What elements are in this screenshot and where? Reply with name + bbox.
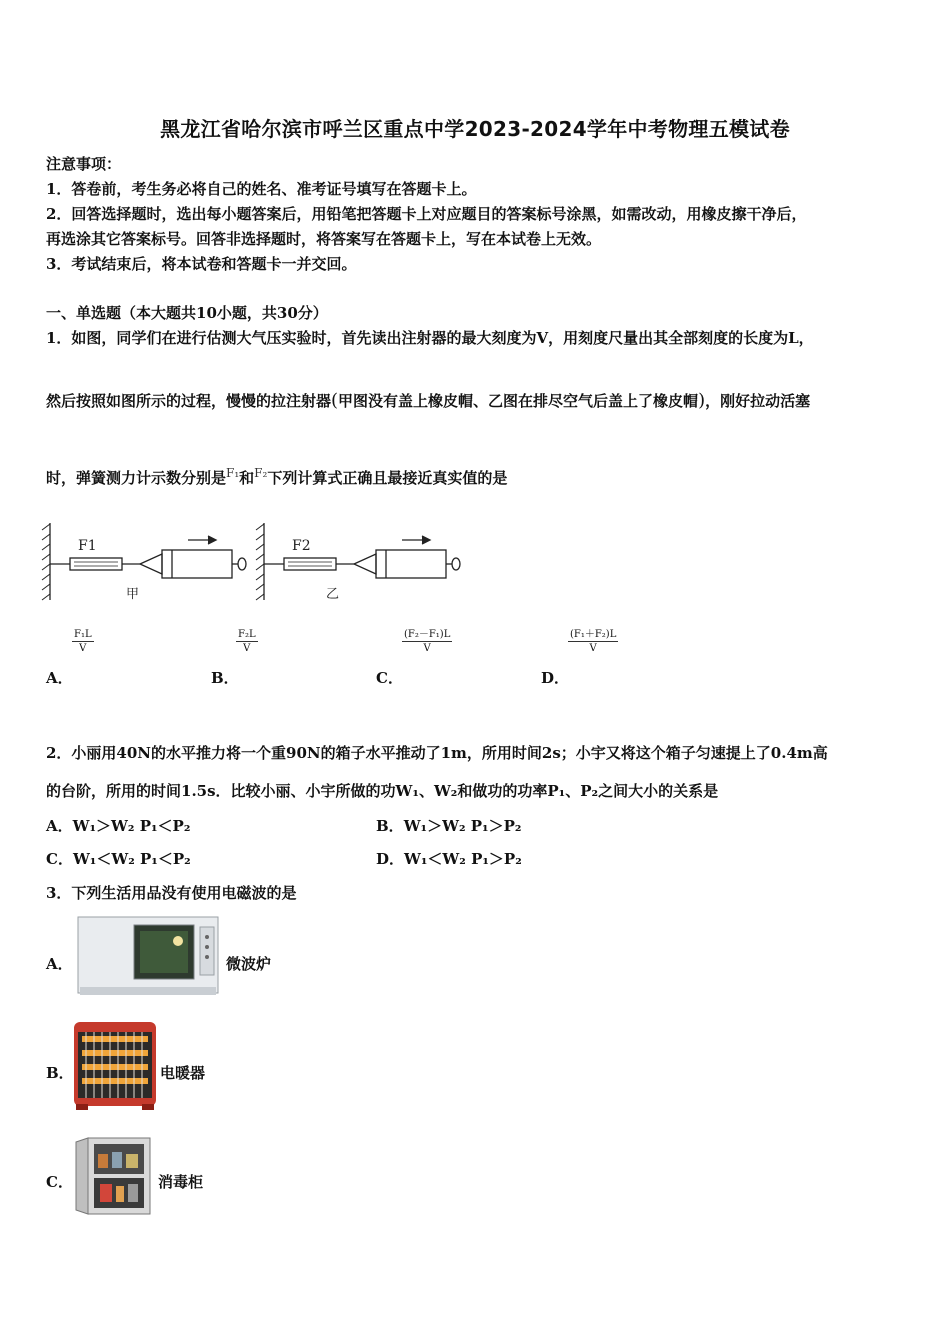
page-title: 黑龙江省哈尔滨市呼兰区重点中学2023-2024学年中考物理五模试卷	[160, 117, 790, 141]
option-letter: A．	[46, 817, 73, 835]
denominator: V	[589, 643, 597, 654]
q1-line2b: 甲图没有盖上橡皮帽、乙图在排尽空气后盖上了橡皮帽	[338, 392, 699, 410]
numerator: (F₁＋F₂)L	[570, 629, 617, 640]
q1-option-d[interactable]: D．	[541, 669, 570, 687]
f1-figure-label: F1	[78, 538, 97, 554]
q3-stem: 3．下列生活用品没有使用电磁波的是	[46, 884, 297, 902]
denominator: V	[79, 643, 87, 654]
denominator: V	[423, 643, 431, 654]
q1-stem-line3	[46, 466, 507, 488]
q2-option-d[interactable]	[376, 848, 522, 869]
q1-stem-line1: 1．如图，同学们在进行估测大气压实验时，首先读出注射器的最大刻度为V，用刻度尺量出其全部刻度的长度为L，	[46, 329, 814, 347]
numerator: F₂L	[238, 629, 256, 640]
notice-item: 1．答卷前，考生务必将自己的姓名、准考证号填写在答题卡上。	[46, 180, 477, 198]
q1-line2c: ，刚好拉动活塞	[705, 392, 811, 410]
q1-option-d-formula	[568, 628, 618, 655]
heater-caption: 电暖器	[160, 1064, 206, 1082]
numerator: (F₂－F₁)L	[404, 629, 451, 640]
microwave-caption: 微波炉	[226, 955, 272, 973]
q2-option-c[interactable]	[46, 848, 191, 869]
section-heading: 一、单选题（本大题共10小题，共30分）	[46, 304, 328, 322]
q1-option-a[interactable]: A．	[46, 669, 73, 687]
option-letter: C．	[46, 850, 73, 868]
q1-option-c-formula	[402, 628, 452, 655]
q2-option-a[interactable]	[46, 815, 190, 836]
option-text: W₁＜W₂ P₁＜P₂	[72, 850, 191, 868]
denominator: V	[243, 643, 251, 654]
q3-option-a[interactable]: A．	[46, 955, 73, 973]
notice-item: 再选涂其它答案标号。回答非选择题时，将答案写在答题卡上，写在本试卷上无效。	[46, 230, 602, 248]
q1-option-b-formula	[236, 628, 258, 655]
q1-line2a: 然后按照如图所示的过程，慢慢的拉注射器	[46, 392, 332, 410]
q1-line3c: 下列计算式正确且最接近真实值的是	[267, 469, 508, 487]
q3-option-c[interactable]: C．	[46, 1173, 73, 1191]
q1-line3b: 和	[239, 469, 255, 487]
label-yi: 乙	[326, 587, 340, 602]
option-text: W₁＜W₂ P₁＞P₂	[404, 850, 522, 868]
option-text: W₁＞W₂ P₁＞P₂	[403, 817, 522, 835]
option-letter: D．	[376, 850, 405, 868]
figure-yi	[256, 523, 460, 600]
cabinet-image	[74, 1134, 154, 1216]
option-text: W₁＞W₂ P₁＜P₂	[72, 817, 191, 835]
syringe-figure	[40, 518, 470, 608]
f2-figure-label: F2	[292, 538, 311, 554]
q1-stem-line2	[46, 390, 810, 411]
q1-option-b[interactable]: B．	[211, 669, 239, 687]
heater-image	[72, 1020, 160, 1112]
figure-jia	[42, 523, 246, 600]
option-letter: B．	[376, 817, 404, 835]
q2-option-b[interactable]	[376, 815, 521, 836]
notice-item: 3．考试结束后，将本试卷和答题卡一并交回。	[46, 255, 357, 273]
q3-option-b[interactable]: B．	[46, 1064, 74, 1082]
cabinet-caption: 消毒柜	[158, 1173, 204, 1191]
close-paren: )	[698, 390, 706, 411]
q2-stem-line2: 的台阶，所用的时间1.5s．比较小丽、小宇所做的功W₁、W₂和做功的功率P₁、P₂之间大小的关系是	[46, 782, 719, 800]
microwave-image	[76, 915, 220, 997]
q1-option-c[interactable]: C．	[376, 669, 403, 687]
q1-option-a-formula	[72, 628, 94, 655]
q1-line3a: 时，弹簧测力计示数分别是	[46, 469, 227, 487]
label-jia: 甲	[126, 587, 140, 602]
notice-item: 2．回答选择题时，选出每小题答案后，用铅笔把答题卡上对应题目的答案标号涂黑，如需改动，用橡皮擦干净后，	[46, 205, 807, 223]
f2-symbol: F₂	[254, 466, 268, 480]
notice-heading: 注意事项：	[46, 155, 122, 173]
numerator: F₁L	[74, 629, 92, 640]
q2-stem-line1: 2．小丽用40N的水平推力将一个重90N的箱子水平推动了1m，所用时间2s；小宇又将这个箱子匀速提上了0.4m高	[46, 744, 828, 762]
open-paren: (	[331, 390, 339, 411]
f1-symbol: F₁	[226, 466, 240, 480]
